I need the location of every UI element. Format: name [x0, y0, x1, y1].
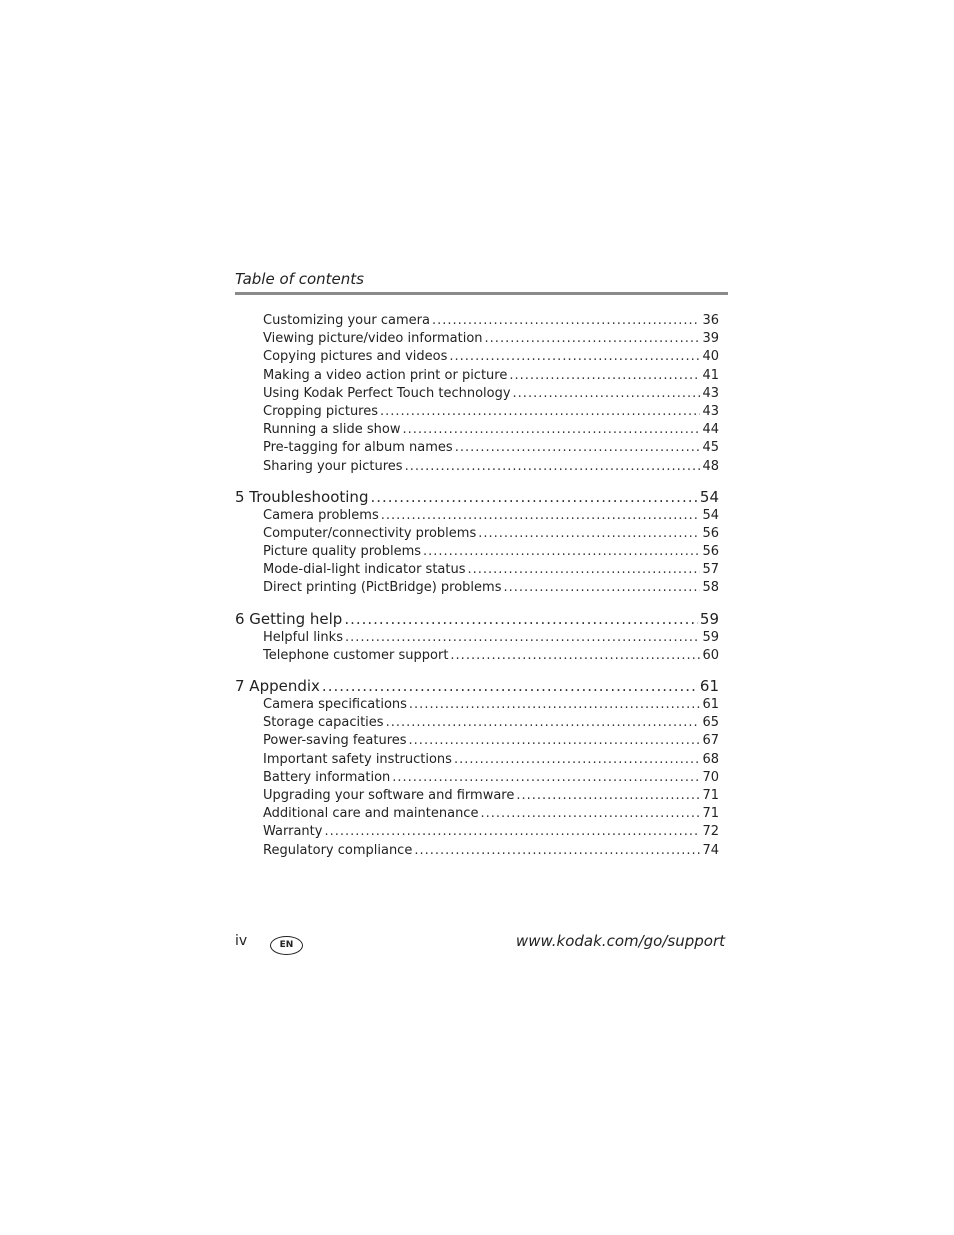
toc-chapter-troubleshooting[interactable] — [235, 487, 719, 507]
toc-entry-title: Mode-dial-light indicator status — [263, 562, 466, 578]
toc-leader-dots — [468, 561, 701, 579]
toc-chapter-appendix[interactable] — [235, 676, 719, 696]
toc-leader-dots — [485, 330, 701, 348]
toc-entry-title: Customizing your camera — [263, 313, 430, 328]
toc-leader-dots — [344, 609, 698, 629]
toc-entry-page: 54 — [702, 507, 719, 523]
toc-entry-title: Direct printing (PictBridge) problems — [263, 580, 502, 596]
toc-entry-page: 58 — [702, 580, 719, 596]
toc-entry-page: 44 — [702, 422, 719, 438]
toc-entry[interactable] — [235, 647, 719, 665]
toc-entry-page: 43 — [702, 385, 719, 401]
toc-entry[interactable] — [235, 458, 719, 476]
toc-entry[interactable] — [235, 842, 719, 860]
table-of-contents — [235, 312, 719, 860]
toc-entry-title: Computer/connectivity problems — [263, 525, 477, 541]
toc-entry[interactable] — [235, 312, 719, 330]
toc-entry-page: 40 — [702, 349, 719, 365]
toc-entry-title: Storage capacities — [263, 715, 384, 731]
toc-chapter-page: 54 — [699, 487, 719, 506]
toc-entry-title: Regulatory compliance — [263, 842, 413, 858]
toc-chapter-getting-help[interactable] — [235, 609, 719, 629]
toc-entry[interactable] — [235, 579, 719, 597]
toc-entry-page: 48 — [702, 458, 719, 474]
toc-entry[interactable] — [235, 385, 719, 403]
toc-entry[interactable] — [235, 769, 719, 787]
toc-leader-dots — [380, 403, 700, 421]
toc-entry[interactable] — [235, 787, 719, 805]
toc-entry-title: Making a video action print or picture — [263, 367, 508, 383]
toc-entry-page: 68 — [702, 751, 719, 767]
toc-entry-title: Power-saving features — [263, 733, 407, 749]
toc-entry-title: Warranty — [263, 824, 323, 840]
toc-leader-dots — [480, 805, 700, 823]
page-header-title: Table of contents — [235, 270, 364, 288]
toc-entry[interactable] — [235, 732, 719, 750]
toc-entry-page: 65 — [702, 715, 719, 731]
toc-entry[interactable] — [235, 561, 719, 579]
toc-entry-page: 56 — [702, 544, 719, 560]
toc-leader-dots — [345, 629, 700, 647]
toc-entry[interactable] — [235, 543, 719, 561]
toc-entry[interactable] — [235, 696, 719, 714]
toc-entry-title: Battery information — [263, 769, 391, 785]
toc-entry-title: Picture quality problems — [263, 544, 422, 560]
toc-leader-dots — [450, 647, 700, 665]
toc-leader-dots — [423, 543, 700, 561]
toc-entry[interactable] — [235, 629, 719, 647]
toc-leader-dots — [432, 312, 701, 330]
toc-entry-page: 41 — [702, 367, 719, 383]
toc-entry-page: 59 — [702, 629, 719, 645]
toc-leader-dots — [324, 823, 700, 841]
toc-entry-page: 39 — [702, 331, 719, 347]
toc-leader-dots — [381, 507, 701, 525]
toc-chapter-page: 59 — [699, 609, 719, 628]
toc-entry-page: 60 — [702, 647, 719, 663]
toc-entry[interactable] — [235, 525, 719, 543]
toc-entry[interactable] — [235, 805, 719, 823]
toc-leader-dots — [370, 487, 697, 507]
toc-entry-page: 67 — [702, 733, 719, 749]
toc-entry[interactable] — [235, 367, 719, 385]
toc-leader-dots — [513, 385, 701, 403]
toc-entry-title: Copying pictures and videos — [263, 349, 448, 365]
toc-entry-title: Camera specifications — [263, 697, 407, 712]
toc-entry-title: Pre-tagging for album names — [263, 440, 453, 456]
toc-entry[interactable] — [235, 714, 719, 732]
toc-entry-page: 61 — [702, 697, 719, 712]
toc-entry-page: 71 — [702, 787, 719, 803]
toc-entry-title: Camera problems — [263, 507, 379, 523]
toc-entry[interactable] — [235, 507, 719, 525]
toc-entry[interactable] — [235, 348, 719, 366]
toc-chapter-page: 61 — [699, 677, 719, 695]
toc-entry[interactable] — [235, 823, 719, 841]
footer-support-url[interactable]: www.kodak.com/go/support — [515, 932, 725, 950]
toc-entry-page: 45 — [702, 440, 719, 456]
toc-leader-dots — [454, 751, 701, 769]
toc-entry-title: Viewing picture/video information — [263, 331, 483, 347]
toc-entry-page: 57 — [702, 562, 719, 578]
toc-entry-title: Cropping pictures — [263, 403, 379, 419]
footer-page-number: iv — [235, 933, 248, 949]
toc-entry-title: Upgrading your software and firmware — [263, 787, 515, 803]
toc-chapter-title: 5 Troubleshooting — [235, 487, 369, 506]
toc-leader-dots — [402, 421, 700, 439]
toc-leader-dots — [409, 696, 701, 714]
toc-entry[interactable] — [235, 751, 719, 769]
toc-entry[interactable] — [235, 439, 719, 457]
toc-leader-dots — [414, 842, 700, 860]
toc-leader-dots — [405, 458, 701, 476]
toc-entry-page: 36 — [702, 313, 719, 328]
toc-entry-page: 72 — [702, 824, 719, 840]
toc-leader-dots — [503, 579, 700, 597]
toc-entry[interactable] — [235, 403, 719, 421]
toc-leader-dots — [478, 525, 700, 543]
toc-leader-dots — [449, 348, 700, 366]
toc-entry-title: Additional care and maintenance — [263, 806, 479, 822]
toc-entry-page: 43 — [702, 403, 719, 419]
toc-leader-dots — [409, 732, 701, 750]
toc-chapter-title: 7 Appendix — [235, 677, 320, 695]
toc-entry-title: Using Kodak Perfect Touch technology — [263, 385, 511, 401]
toc-leader-dots — [509, 367, 700, 385]
toc-leader-dots — [516, 787, 700, 805]
toc-chapter-title: 6 Getting help — [235, 609, 343, 628]
header-divider — [235, 292, 728, 295]
toc-leader-dots — [322, 676, 698, 696]
toc-entry-title: Important safety instructions — [263, 751, 452, 767]
toc-entry[interactable] — [235, 330, 719, 348]
language-badge: EN — [270, 936, 303, 955]
toc-leader-dots — [455, 439, 701, 457]
toc-entry-page: 71 — [702, 806, 719, 822]
toc-entry-title: Telephone customer support — [263, 647, 449, 663]
toc-entry-page: 56 — [702, 525, 719, 541]
toc-entry-page: 70 — [702, 769, 719, 785]
toc-entry-title: Helpful links — [263, 629, 343, 645]
toc-entry-page: 74 — [702, 842, 719, 858]
toc-entry[interactable] — [235, 421, 719, 439]
toc-entry-title: Sharing your pictures — [263, 458, 403, 474]
toc-leader-dots — [392, 769, 700, 787]
toc-entry-title: Running a slide show — [263, 422, 401, 438]
toc-leader-dots — [386, 714, 701, 732]
